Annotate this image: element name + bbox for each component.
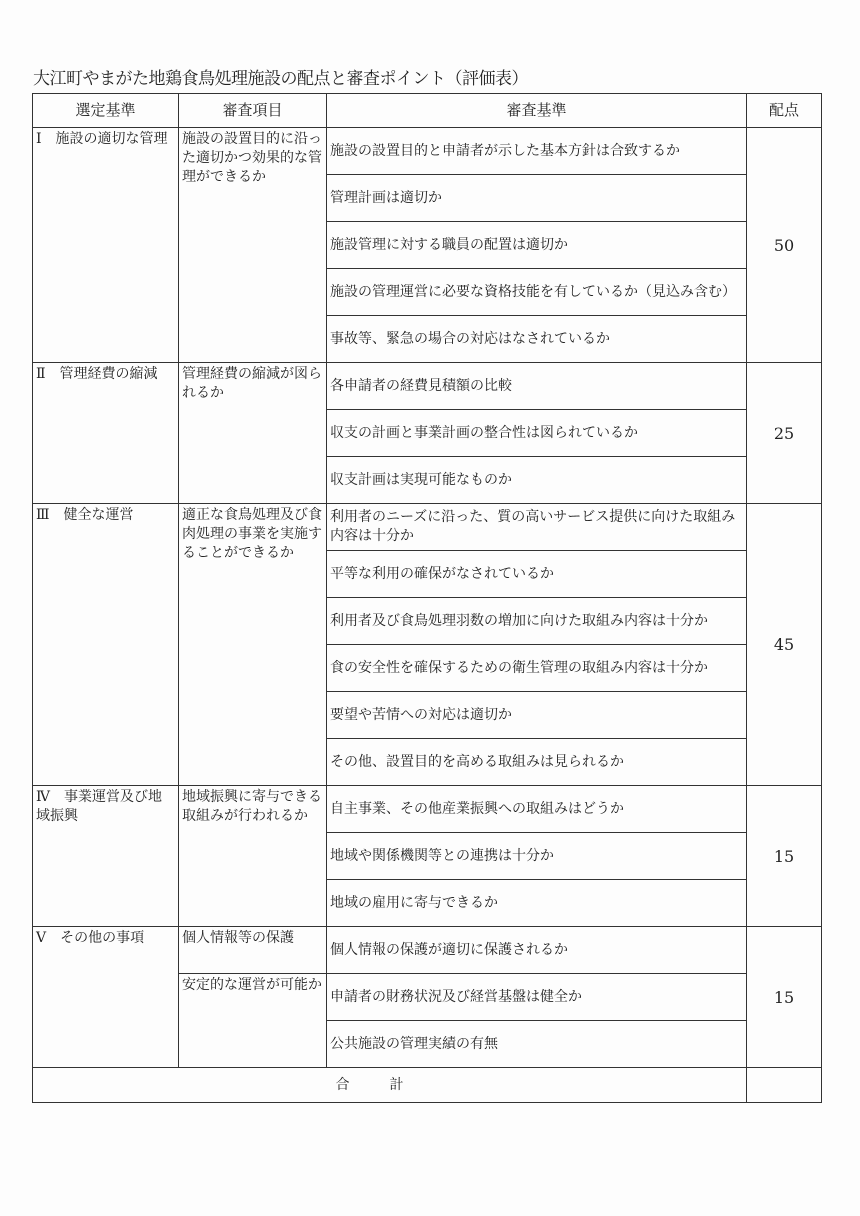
total-label: 合計 <box>33 1068 747 1103</box>
standard-cell: 個人情報の保護が適切に保護されるか <box>327 927 747 974</box>
standard-cell: 地域の雇用に寄与できるか <box>327 880 747 927</box>
document-title: 大江町やまがた地鶏食鳥処理施設の配点と審査ポイント（評価表） <box>33 69 528 89</box>
standard-cell: 施設管理に対する職員の配置は適切か <box>327 222 747 269</box>
criterion-cell: Ⅳ 事業運営及び地域振興 <box>33 786 179 927</box>
standard-cell: 地域や関係機関等との連携は十分か <box>327 833 747 880</box>
points-cell: 45 <box>747 504 822 786</box>
table-row <box>33 504 822 551</box>
points-cell: 15 <box>747 927 822 1068</box>
criterion-cell: Ⅲ 健全な運営 <box>33 504 179 786</box>
item-cell: 個人情報等の保護 <box>179 927 327 974</box>
standard-cell: 申請者の財務状況及び経営基盤は健全か <box>327 974 747 1021</box>
standard-cell: 施設の設置目的と申請者が示した基本方針は合致するか <box>327 128 747 175</box>
standard-cell: 要望や苦情への対応は適切か <box>327 692 747 739</box>
standard-cell: 自主事業、その他産業振興への取組みはどうか <box>327 786 747 833</box>
standard-cell: 収支の計画と事業計画の整合性は図られているか <box>327 410 747 457</box>
standard-cell: 管理計画は適切か <box>327 175 747 222</box>
table-row <box>33 927 822 974</box>
item-cell: 安定的な運営が可能か <box>179 974 327 1068</box>
header-row <box>33 94 822 128</box>
item-cell: 施設の設置目的に沿った適切かつ効果的な管理ができるか <box>179 128 327 363</box>
standard-cell: 各申請者の経費見積額の比較 <box>327 363 747 410</box>
total-row <box>33 1068 822 1103</box>
table-row <box>33 786 822 833</box>
table-row <box>33 363 822 410</box>
item-cell: 管理経費の縮減が図られるか <box>179 363 327 504</box>
header-standard: 審査基準 <box>327 94 747 128</box>
header-points: 配点 <box>747 94 822 128</box>
header-item: 審査項目 <box>179 94 327 128</box>
points-cell: 25 <box>747 363 822 504</box>
criterion-cell: Ⅴ その他の事項 <box>33 927 179 1068</box>
standard-cell: 公共施設の管理実績の有無 <box>327 1021 747 1068</box>
standard-cell: その他、設置目的を高める取組みは見られるか <box>327 739 747 786</box>
item-cell: 地域振興に寄与できる取組みが行われるか <box>179 786 327 927</box>
standard-cell: 施設の管理運営に必要な資格技能を有しているか（見込み含む） <box>327 269 747 316</box>
points-cell: 50 <box>747 128 822 363</box>
standard-cell: 利用者のニーズに沿った、質の高いサービス提供に向けた取組み内容は十分か <box>327 504 747 551</box>
criterion-cell: Ⅱ 管理経費の縮減 <box>33 363 179 504</box>
evaluation-table <box>32 93 822 1103</box>
standard-cell: 食の安全性を確保するための衛生管理の取組み内容は十分か <box>327 645 747 692</box>
points-cell: 15 <box>747 786 822 927</box>
standard-cell: 収支計画は実現可能なものか <box>327 457 747 504</box>
header-criterion: 選定基準 <box>33 94 179 128</box>
standard-cell: 利用者及び食鳥処理羽数の増加に向けた取組み内容は十分か <box>327 598 747 645</box>
total-value <box>747 1068 822 1103</box>
item-cell: 適正な食鳥処理及び食肉処理の事業を実施することができるか <box>179 504 327 786</box>
criterion-cell: Ⅰ 施設の適切な管理 <box>33 128 179 363</box>
table-row <box>33 128 822 175</box>
standard-cell: 事故等、緊急の場合の対応はなされているか <box>327 316 747 363</box>
standard-cell: 平等な利用の確保がなされているか <box>327 551 747 598</box>
